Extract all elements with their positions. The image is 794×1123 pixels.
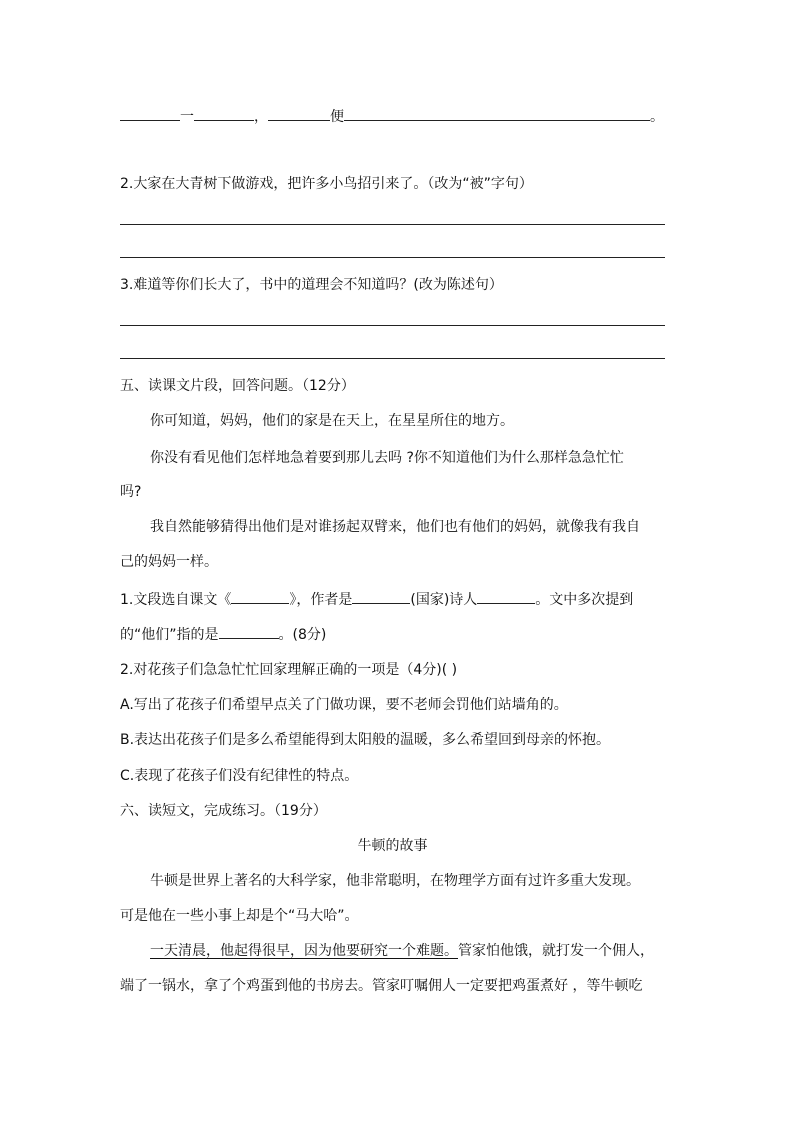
blank-poet[interactable]: [477, 589, 535, 604]
q1-text: (国家)诗人: [410, 592, 478, 608]
story-title: 牛顿的故事: [357, 838, 428, 854]
q1-text: 。(8分): [278, 627, 327, 643]
q1-text: 。文中多次提到: [535, 592, 634, 608]
story-text: 管家怕他饿，就打发一个佣人，: [458, 943, 654, 959]
q4-item2: 2.大家在大青树下做游戏，把许多小鸟招引来了。（改为“被”字句）: [120, 176, 533, 192]
answer-line[interactable]: [120, 257, 665, 258]
q1-line2: [120, 624, 326, 645]
section6-heading: 六、读短文，完成练习。（19分）: [120, 803, 327, 819]
q1-text: 1.文段选自课文《: [120, 592, 232, 608]
q4-item3: 3.难道等你们长大了，书中的道理会不知道吗？(改为陈述句）: [120, 277, 503, 293]
sep-text: 便: [330, 109, 344, 125]
story-p2-line1: [150, 941, 654, 961]
story-p1-line2: 可是他在一些小事上却是个“马大哈”。: [120, 908, 359, 924]
q1-text: 的“他们”指的是: [120, 627, 219, 643]
q1-line1: [120, 589, 633, 610]
blank-2[interactable]: [194, 106, 254, 121]
story-p2-line2: 端了一锅水，拿了个鸡蛋到他的书房去。管家叮嘱佣人一定要把鸡蛋煮好 ，等牛顿吃: [120, 978, 643, 994]
option-c[interactable]: C.表现了花孩子们没有纪律性的特点。: [120, 768, 359, 784]
blank-country[interactable]: [352, 589, 410, 604]
blank-4[interactable]: [344, 106, 650, 121]
blank-lesson-title[interactable]: [231, 589, 289, 604]
blank-1[interactable]: [120, 106, 180, 121]
option-a[interactable]: A.写出了花孩子们希望早点关了门做功课，要不老师会罚他们站墙角的。: [120, 697, 568, 713]
passage-para3-line1: 我自然能够猜得出他们是对谁扬起双臂来，他们也有他们的妈妈，就像我有我自: [150, 519, 640, 535]
end-text: 。: [650, 109, 664, 125]
passage-para2-line2: 吗?: [120, 484, 142, 500]
q4-item1-fill-line: [120, 106, 664, 127]
answer-line[interactable]: [120, 358, 665, 359]
sep-text: 一: [180, 109, 194, 125]
section5-heading: 五、读课文片段，回答问题。（12分）: [120, 378, 355, 394]
story-p1-line1: 牛顿是世界上著名的大科学家，他非常聪明，在物理学方面有过许多重大发现。: [150, 873, 640, 889]
answer-line[interactable]: [120, 224, 665, 225]
q1-text: 》，作者是: [289, 592, 353, 608]
passage-para1: 你可知道，妈妈，他们的家是在天上，在星星所住的地方。: [150, 413, 514, 429]
passage-para2-line1: 你没有看见他们怎样地急着要到那儿去吗 ?你不知道他们为什么那样急急忙忙: [150, 450, 624, 466]
underlined-sentence: 一天清晨，他起得很早，因为他要研究一个难题。: [150, 943, 458, 959]
passage-para3-line2: 己的妈妈一样。: [120, 554, 218, 570]
option-b[interactable]: B.表达出花孩子们是多么希望能得到太阳般的温暖，多么希望回到母亲的怀抱。: [120, 732, 611, 748]
blank-they[interactable]: [219, 624, 279, 639]
q2: 2.对花孩子们急急忙忙回家理解正确的一项是（4分)( ): [120, 662, 458, 678]
answer-line[interactable]: [120, 325, 665, 326]
sep-text: ，: [254, 109, 268, 125]
blank-3[interactable]: [268, 106, 330, 121]
